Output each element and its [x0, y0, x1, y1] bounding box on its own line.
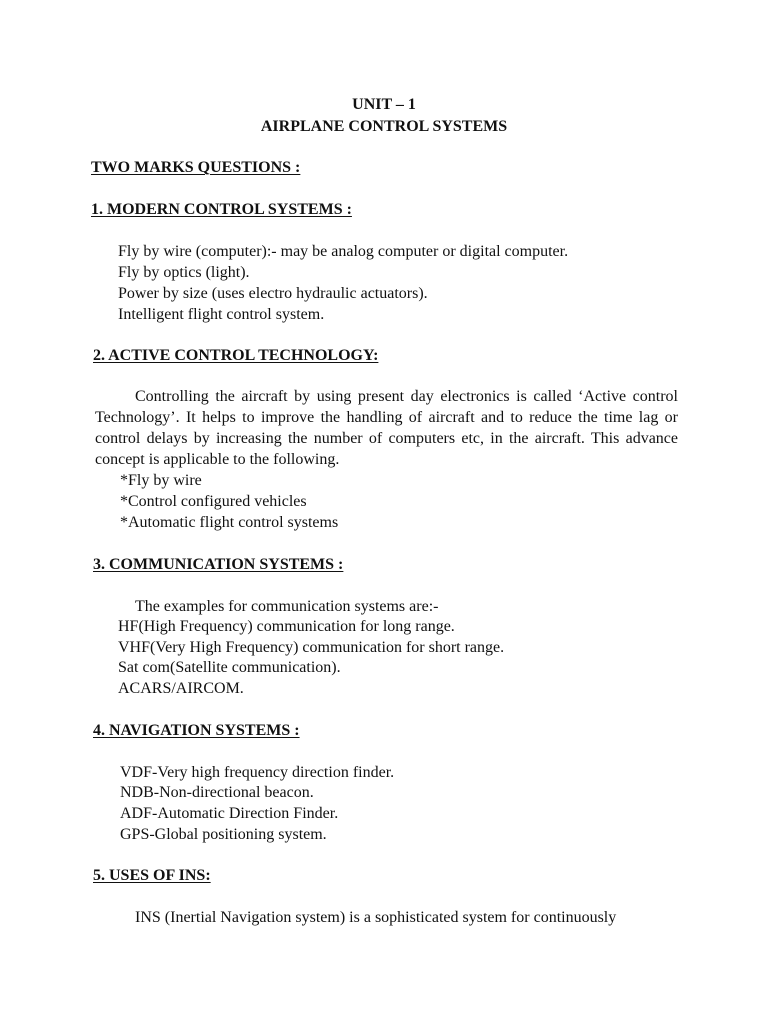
q4-heading: 4. NAVIGATION SYSTEMS :	[93, 722, 300, 739]
list-item: NDB-Non-directional beacon.	[120, 784, 314, 801]
section-heading: TWO MARKS QUESTIONS :	[91, 159, 301, 176]
list-item: VDF-Very high frequency direction finder.	[120, 764, 395, 781]
list-item: Intelligent flight control system.	[118, 306, 325, 323]
q3-intro: The examples for communication systems are:-	[135, 598, 439, 615]
q5-heading: 5. USES OF INS:	[93, 867, 211, 884]
q3-heading: 3. COMMUNICATION SYSTEMS :	[93, 556, 344, 573]
list-item: Fly by optics (light).	[118, 264, 250, 281]
list-item: *Control configured vehicles	[120, 493, 307, 510]
list-item: HF(High Frequency) communication for long range.	[118, 618, 455, 635]
list-item: GPS-Global positioning system.	[120, 826, 327, 843]
list-item: *Fly by wire	[120, 472, 202, 489]
document-title: AIRPLANE CONTROL SYSTEMS	[260, 118, 508, 135]
q2-heading: 2. ACTIVE CONTROL TECHNOLOGY:	[93, 347, 379, 364]
q2-paragraph: Controlling the aircraft by using present day electronics is called ‘Active control Technology’. It helps to improve the handling of aircraft and to reduce the time lag or control delays by increasing the number of computers etc, in the aircraft. This advance concept is applicable to the following.	[95, 388, 678, 468]
list-item: Fly by wire (computer):- may be analog computer or digital computer.	[118, 243, 569, 260]
list-item: VHF(Very High Frequency) communication for short range.	[118, 639, 505, 656]
list-item: Power by size (uses electro hydraulic actuators).	[118, 285, 428, 302]
q1-heading: 1. MODERN CONTROL SYSTEMS :	[91, 201, 352, 218]
list-item: *Automatic flight control systems	[120, 514, 339, 531]
unit-number: UNIT – 1	[352, 96, 416, 113]
list-item: ACARS/AIRCOM.	[118, 680, 244, 697]
q5-paragraph: INS (Inertial Navigation system) is a sophisticated system for continuously	[135, 909, 617, 926]
list-item: ADF-Automatic Direction Finder.	[120, 805, 339, 822]
list-item: Sat com(Satellite communication).	[118, 659, 341, 676]
